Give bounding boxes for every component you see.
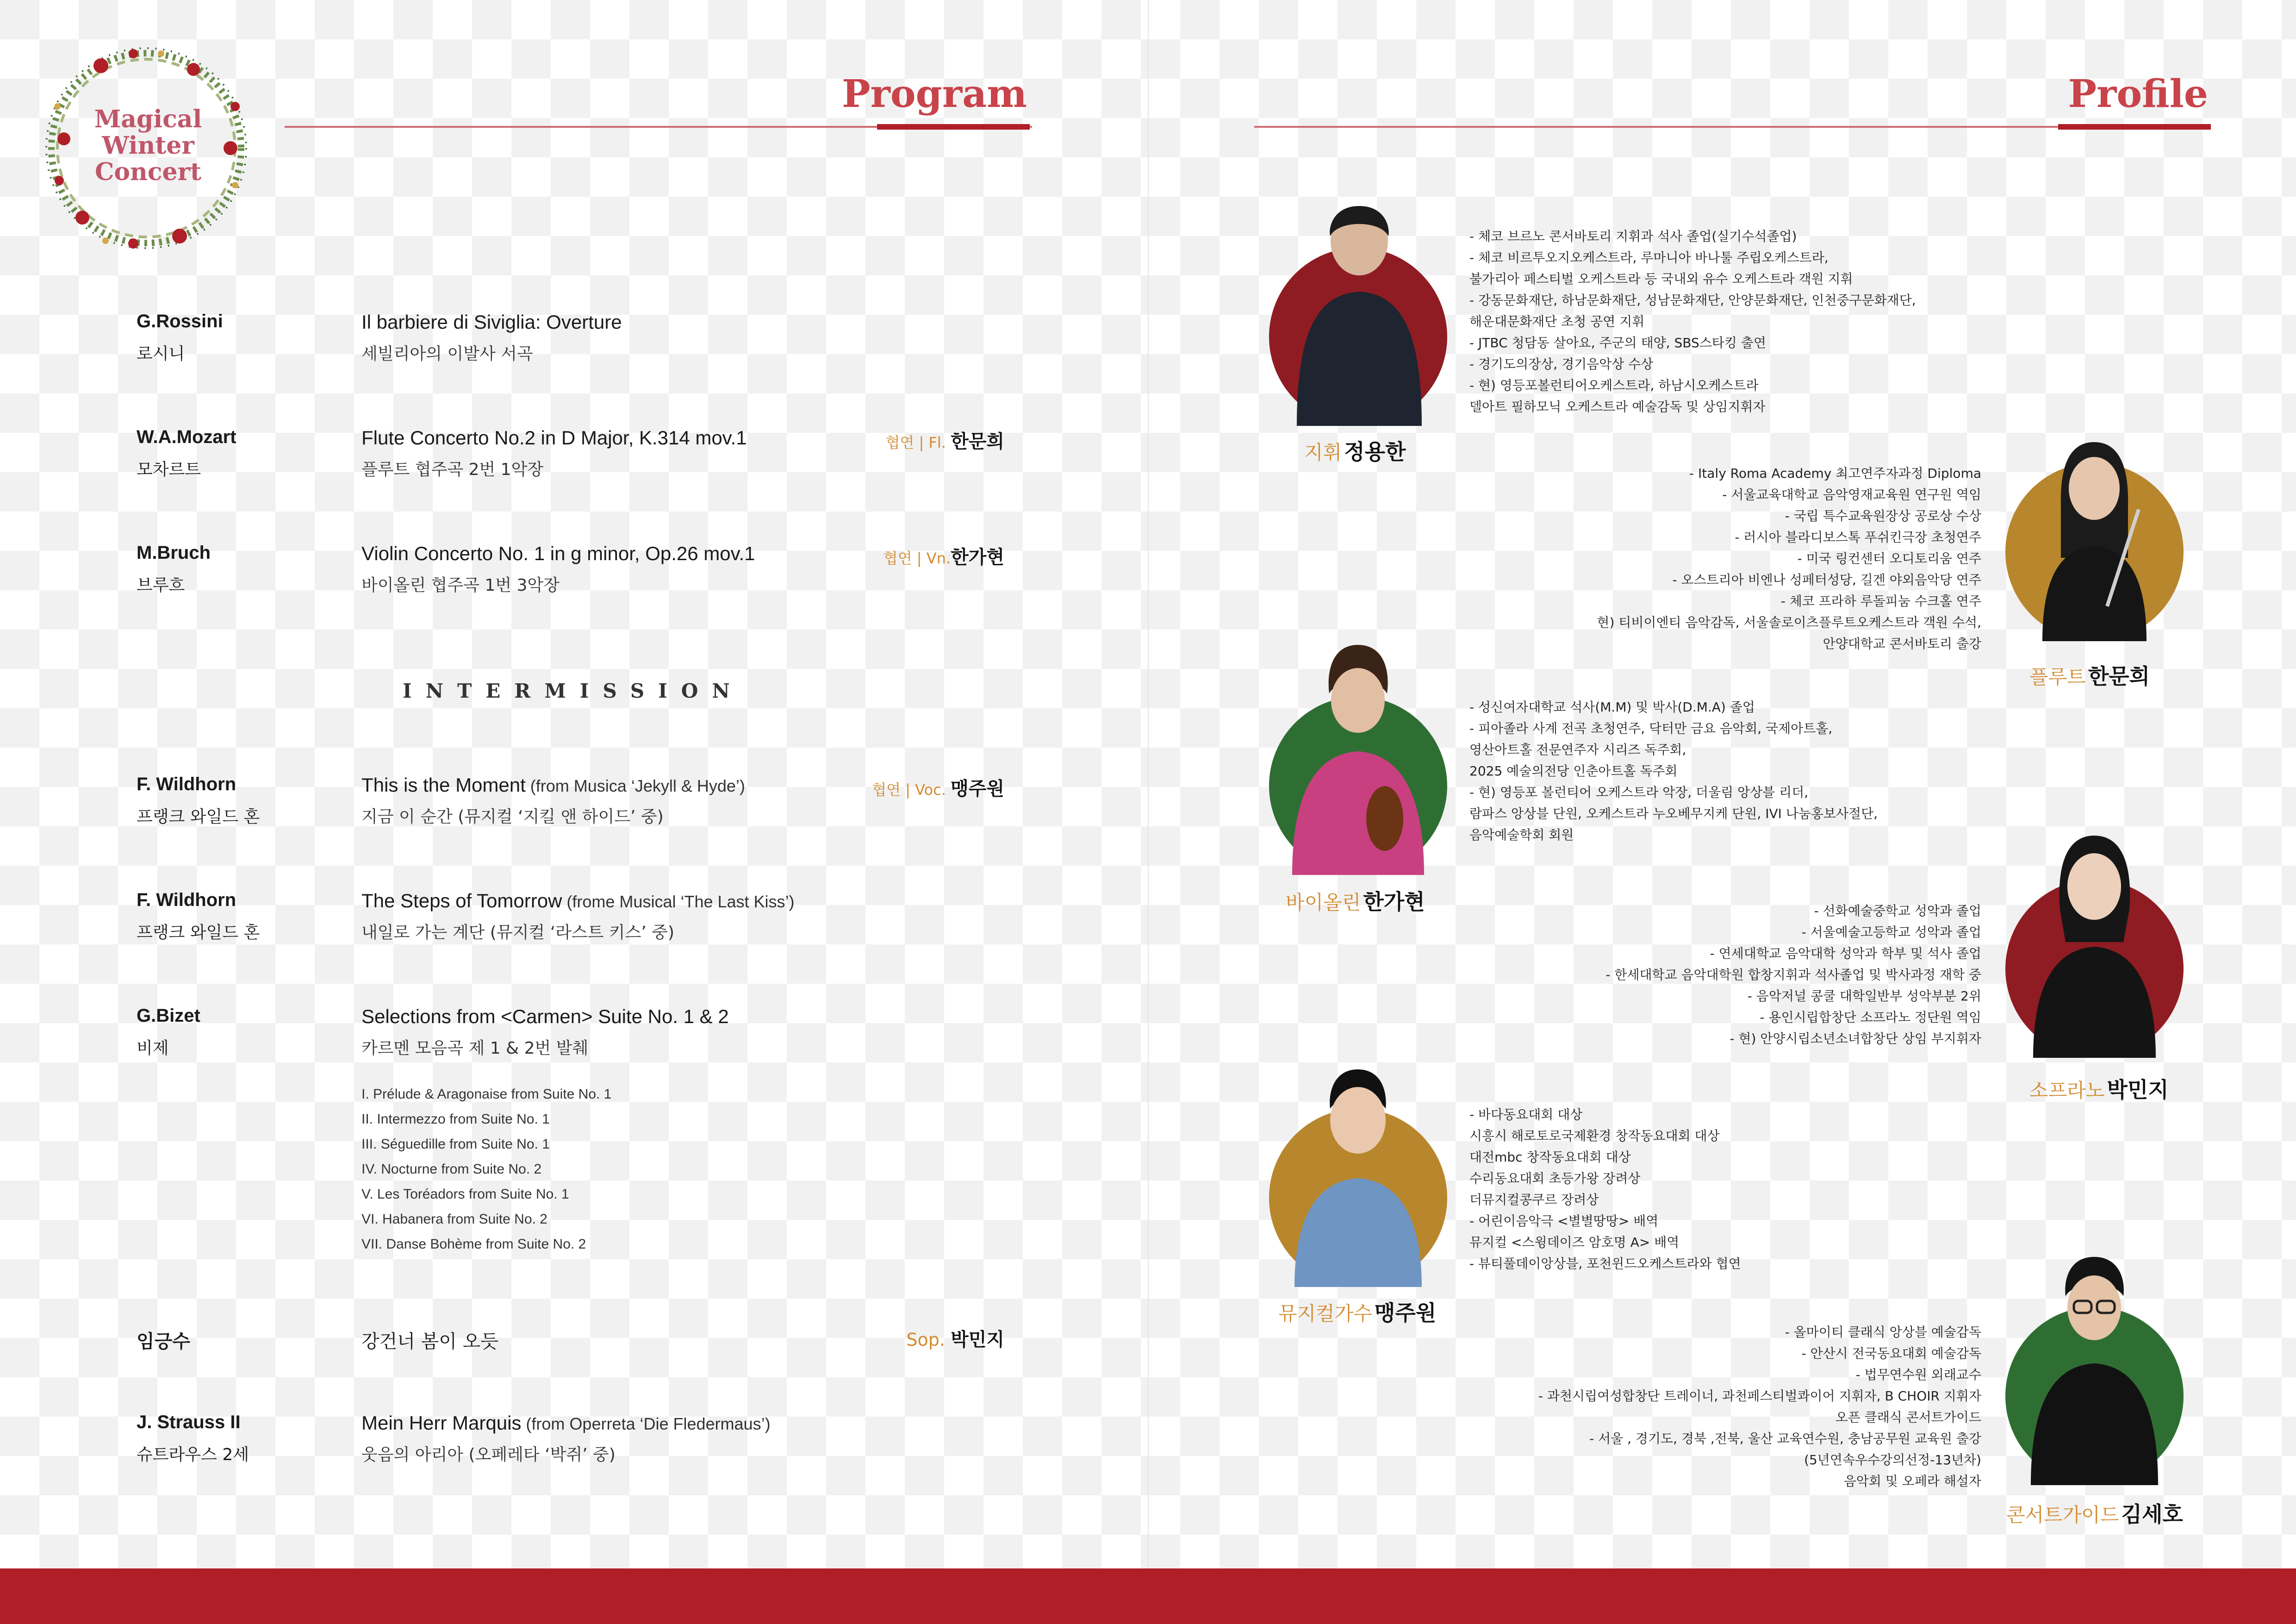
performer-role: 협연 | Fl.: [885, 434, 951, 451]
program-item-8: [137, 1412, 1004, 1472]
work-title-en: [361, 774, 745, 796]
profile-name: 한가현: [1363, 889, 1425, 914]
bio-line: - 체코 브르노 콘서바토리 지휘과 석사 졸업(실기수석졸업): [1469, 229, 1797, 244]
composer-en: F. Wildhorn: [137, 890, 236, 910]
suite-item: VII. Danse Bohème from Suite No. 2: [361, 1237, 586, 1252]
program-item-1: [137, 311, 1004, 371]
program-item-3: [137, 543, 1004, 603]
bio-line: - 올마이티 클래식 앙상블 예술감독: [1785, 1324, 1981, 1340]
profile-bio-soprano: [1605, 900, 1981, 1049]
person-silhouette-icon: [2005, 831, 2184, 1058]
bio-line: - 서울예술고등학교 성악과 졸업: [1801, 924, 1981, 940]
person-silhouette-icon: [1269, 638, 1447, 875]
bio-line: - 국립 특수교육원장상 공로상 수상: [1785, 508, 1981, 524]
bio-line: - 뷰티풀데이앙상블, 포천윈드오케스트라와 협연: [1469, 1256, 1741, 1271]
bio-line: - 미국 링컨센터 오디토리움 연주: [1797, 551, 1981, 566]
bio-line: 영산아트홀 전문연주자 시리즈 독주회,: [1469, 742, 1686, 757]
bio-line: - Italy Roma Academy 최고연주자과정 Diploma: [1689, 466, 1981, 481]
bio-line: - 선화예술중학교 성악과 졸업: [1814, 903, 1981, 918]
profile-photo-conductor: [1269, 187, 1447, 426]
bio-line: - 한세대학교 음악대학원 합창지휘과 석사졸업 및 박사과정 재학 중: [1605, 967, 1981, 982]
work-title-en-main: Il barbiere di Siviglia: Overture: [361, 311, 622, 333]
performer-name: 맹주원: [951, 778, 1004, 800]
performer: [884, 543, 1004, 569]
performer: [906, 1325, 1004, 1351]
profile-photo-soprano: [2005, 831, 2184, 1058]
profile-role: 소프라노: [2029, 1079, 2105, 1102]
work-title-ko: 웃음의 아리아 (오페레타 ‘박쥐’ 중): [361, 1445, 616, 1464]
fold-line: [1148, 0, 1149, 1568]
work-title-ko: 내일로 가는 계단 (뮤지컬 ‘라스트 키스’ 중): [361, 923, 675, 942]
bio-line: - 강동문화재단, 하남문화재단, 성남문화재단, 안양문화재단, 인천중구문화재단,: [1469, 293, 1916, 308]
bio-line: - 연세대학교 음악대학 성악과 학부 및 석사 졸업: [1710, 946, 1981, 961]
bio-line: 오픈 클래식 콘서트가이드: [1835, 1410, 1981, 1425]
suite-item: IV. Nocturne from Suite No. 2: [361, 1162, 542, 1177]
work-title-en: [361, 543, 755, 565]
bio-line: - 과천시립여성합창단 트레이너, 과천페스티벌콰이어 지휘자, B CHOIR 지휘자: [1538, 1388, 1981, 1404]
profile-role: 뮤지컬가수: [1278, 1302, 1372, 1325]
bio-line: - 용인시립합창단 소프라노 정단원 역임: [1760, 1010, 1981, 1025]
person-silhouette-icon: [2005, 437, 2184, 641]
person-silhouette-icon: [2005, 1250, 2184, 1485]
profile-caption-violin: [1286, 885, 1425, 916]
bio-line: 불가리아 페스티벌 오케스트라 등 국내외 유수 오케스트라 객원 지휘: [1469, 271, 1853, 287]
profile-bio-violin: [1469, 697, 1878, 846]
profile-role: 지휘: [1304, 441, 1342, 464]
profile-photo-violin: [1269, 638, 1447, 875]
bio-line: 수리동요대회 초등가왕 장려상: [1469, 1171, 1641, 1186]
profile-caption-flute: [2029, 660, 2150, 690]
performer-name: 한가현: [951, 547, 1004, 568]
bio-line: 해운대문화재단 초청 공연 지휘: [1469, 314, 1645, 329]
concert-logo-wreath: [41, 37, 258, 264]
profile-bio-conductor: [1469, 226, 1916, 418]
work-title-note: (from Musica ‘Jekyll & Hyde’): [525, 776, 745, 795]
composer-en: M.Bruch: [137, 543, 211, 563]
work-title-ko: 카르멘 모음곡 제 1 & 2번 발췌: [361, 1039, 589, 1058]
bio-line: 람파스 앙상블 단원, 오케스트라 누오베무지케 단원, IVI 나눔홍보사절단,: [1469, 806, 1878, 821]
profile-bio-flute: [1597, 463, 1981, 655]
composer-ko: 프랭크 와일드 혼: [137, 807, 260, 826]
work-title-en-main: Violin Concerto No. 1 in g minor, Op.26 mov.1: [361, 543, 755, 564]
composer-ko: 임긍수: [137, 1331, 190, 1352]
composer-ko: 로시니: [137, 344, 185, 363]
composer-ko: 프랭크 와일드 혼: [137, 923, 260, 942]
profile-name: 정용한: [1344, 439, 1406, 464]
bio-line: - 피아졸라 사계 전곡 초청연주, 닥터만 금요 음악회, 국제아트홀,: [1469, 721, 1833, 736]
program-title: Program: [842, 72, 1027, 116]
work-title-en: [361, 1006, 729, 1028]
bio-line: - 오스트리아 비엔나 성페터성당, 길겐 야외음악당 연주: [1672, 572, 1981, 587]
work-title-ko: 플루트 협주곡 2번 1악장: [361, 460, 544, 479]
bio-line: 안양대학교 콘서바토리 출강: [1823, 636, 1981, 651]
work-title-en-main: Flute Concerto No.2 in D Major, K.314 mov.1: [361, 427, 747, 449]
performer: [872, 774, 1004, 800]
bio-line: - 서울 , 경기도, 경북 ,전북, 울산 교육연수원, 충남공무원 교육원 출강: [1589, 1431, 1981, 1446]
bio-line: - 현) 안양시립소년소녀합창단 상임 부지휘자: [1730, 1031, 1981, 1046]
performer-name: 한문희: [951, 431, 1004, 452]
bio-line: - 안산시 전국동요대회 예술감독: [1801, 1346, 1981, 1361]
bio-line: - 체코 비르투오지오케스트라, 루마니아 바나툴 주립오케스트라,: [1469, 250, 1829, 265]
work-title-ko: 지금 이 순간 (뮤지컬 ‘지킬 앤 하이드’ 중): [361, 807, 664, 826]
logo-line1: Magical: [94, 105, 202, 133]
work-title-note: (from Operreta ‘Die Fledermaus’): [521, 1414, 771, 1433]
performer-name: 박민지: [951, 1329, 1004, 1350]
work-title-ko: 바이올린 협주곡 1번 3악장: [361, 576, 560, 595]
program-item-4: [137, 774, 1004, 834]
bio-line: - JTBC 청담동 살아요, 주군의 태양, SBS스타킹 출연: [1469, 335, 1766, 350]
program-item-7: [137, 1325, 1004, 1367]
bio-line: 2025 예술의전당 인춘아트홀 독주회: [1469, 763, 1678, 779]
bio-line: - 음악저널 콩쿨 대학일반부 성악부분 2위: [1747, 988, 1981, 1004]
bio-line: - 현) 영등포볼런티어오케스트라, 하남시오케스트라: [1469, 378, 1759, 393]
bio-line: 델아트 필하모닉 오케스트라 예술감독 및 상임지휘자: [1469, 399, 1766, 414]
profile-caption-musical: [1278, 1296, 1436, 1327]
bio-line: - 성신여자대학교 석사(M.M) 및 박사(D.M.A) 졸업: [1469, 700, 1755, 715]
composer-en: G.Rossini: [137, 311, 223, 331]
performer-role: Sop.: [906, 1330, 951, 1350]
profile-name: 한문희: [2088, 664, 2150, 689]
bio-line: - 현) 영등포 볼런티어 오케스트라 악장, 더울림 앙상블 리더,: [1469, 785, 1809, 800]
work-title-en: [361, 311, 622, 333]
suite-item: II. Intermezzo from Suite No. 1: [361, 1112, 550, 1127]
person-silhouette-icon: [1269, 187, 1447, 426]
composer-ko: 비제: [137, 1039, 169, 1058]
program-item-2: [137, 427, 1004, 487]
wreath-icon: [41, 37, 258, 264]
bio-line: - 서울교육대학교 음악영재교육원 연구원 역임: [1722, 487, 1981, 502]
work-title-en: [361, 1412, 771, 1434]
work-title-en-main: Selections from <Carmen> Suite No. 1 & 2: [361, 1006, 729, 1027]
bio-line: 음악회 및 오페라 해설자: [1843, 1474, 1981, 1489]
profile-role: 바이올린: [1286, 891, 1361, 914]
work-title-ko: 강건너 봄이 오듯: [361, 1331, 498, 1352]
profile-photo-flute: [2005, 437, 2184, 641]
work-title-en-main: This is the Moment: [361, 774, 526, 796]
performer-role: 협연 | Voc.: [872, 781, 951, 799]
logo-line2: Winter: [102, 131, 194, 160]
composer-en: F. Wildhorn: [137, 774, 236, 794]
bio-line: - 바다동요대회 대상: [1469, 1107, 1583, 1122]
suite-item: V. Les Toréadors from Suite No. 1: [361, 1187, 569, 1202]
bio-line: 대전mbc 창작동요대회 대상: [1469, 1149, 1631, 1165]
bio-line: - 체코 프라하 루돌피눔 수크홀 연주: [1780, 593, 1981, 609]
work-title-en: [361, 427, 747, 449]
composer-ko: 브루흐: [137, 576, 185, 595]
suite-item: VI. Habanera from Suite No. 2: [361, 1212, 548, 1227]
work-title-en: [361, 890, 795, 912]
profile-photo-musical: [1269, 1065, 1447, 1287]
composer-en: G.Bizet: [137, 1006, 200, 1026]
profile-name: 맹주원: [1374, 1300, 1437, 1325]
bio-line: 현) 티비이엔티 음악감독, 서울솔로이츠플루트오케스트라 객원 수석,: [1597, 615, 1981, 630]
bio-line: - 경기도의장상, 경기음악상 수상: [1469, 356, 1654, 372]
bio-line: (5년연속우수강의선정-13년차): [1804, 1452, 1981, 1468]
bizet-suite-list: [361, 1082, 611, 1257]
profile-name: 김세호: [2121, 1502, 2183, 1527]
work-title-note: (frome Musical ‘The Last Kiss’): [562, 892, 795, 911]
profile-header-accent: [2058, 124, 2211, 130]
work-title-en-main: The Steps of Tomorrow: [361, 890, 562, 912]
bio-line: 뮤지컬 <스윙데이즈 암호명 A> 배역: [1469, 1235, 1680, 1250]
performer-role: 협연 | Vn.: [883, 550, 951, 567]
person-silhouette-icon: [1269, 1065, 1447, 1287]
composer-ko: 슈트라우스 2세: [137, 1445, 249, 1464]
bio-line: - 러시아 블라디보스톡 푸쉬킨극장 초청연주: [1735, 530, 1981, 545]
composer-en: W.A.Mozart: [137, 427, 236, 447]
work-title-en-main: Mein Herr Marquis: [361, 1412, 522, 1434]
suite-item: I. Prélude & Aragonaise from Suite No. 1: [361, 1087, 612, 1102]
program-item-5: [137, 890, 1004, 950]
work-title-ko: 세빌리아의 이발사 서곡: [361, 344, 533, 363]
profile-caption-soprano: [2029, 1073, 2169, 1104]
program-header-accent: [877, 124, 1030, 130]
profile-bio-guide: [1538, 1322, 1981, 1492]
intermission-label: INTERMISSION: [403, 680, 744, 702]
bio-line: 음악예술학회 회원: [1469, 827, 1574, 843]
profile-role: 콘서트가이드: [2006, 1504, 2119, 1526]
bio-line: 시흥시 해로토로국제환경 창작동요대회 대상: [1469, 1128, 1720, 1143]
profile-caption-conductor: [1304, 435, 1406, 466]
suite-item: III. Séguedille from Suite No. 1: [361, 1137, 550, 1152]
program-item-6: [137, 1006, 1004, 1269]
profile-role: 플루트: [2029, 666, 2086, 688]
logo-line3: Concert: [94, 158, 202, 186]
bio-line: - 어린이음악극 <별별땅땅> 배역: [1469, 1213, 1659, 1229]
profile-bio-musical: [1469, 1104, 1741, 1274]
bio-line: - 법무연수원 외래교수: [1855, 1367, 1981, 1382]
profile-caption-guide: [2006, 1498, 2183, 1528]
profile-name: 박민지: [2107, 1077, 2169, 1102]
profile-photo-guide: [2005, 1250, 2184, 1485]
composer-en: J. Strauss II: [137, 1412, 241, 1432]
performer: [885, 427, 1004, 453]
bio-line: 더뮤지컬콩쿠르 장려상: [1469, 1192, 1599, 1207]
bottom-color-band: [0, 1568, 2296, 1624]
composer-ko: 모차르트: [137, 460, 201, 479]
profile-title: Profile: [2068, 72, 2208, 116]
